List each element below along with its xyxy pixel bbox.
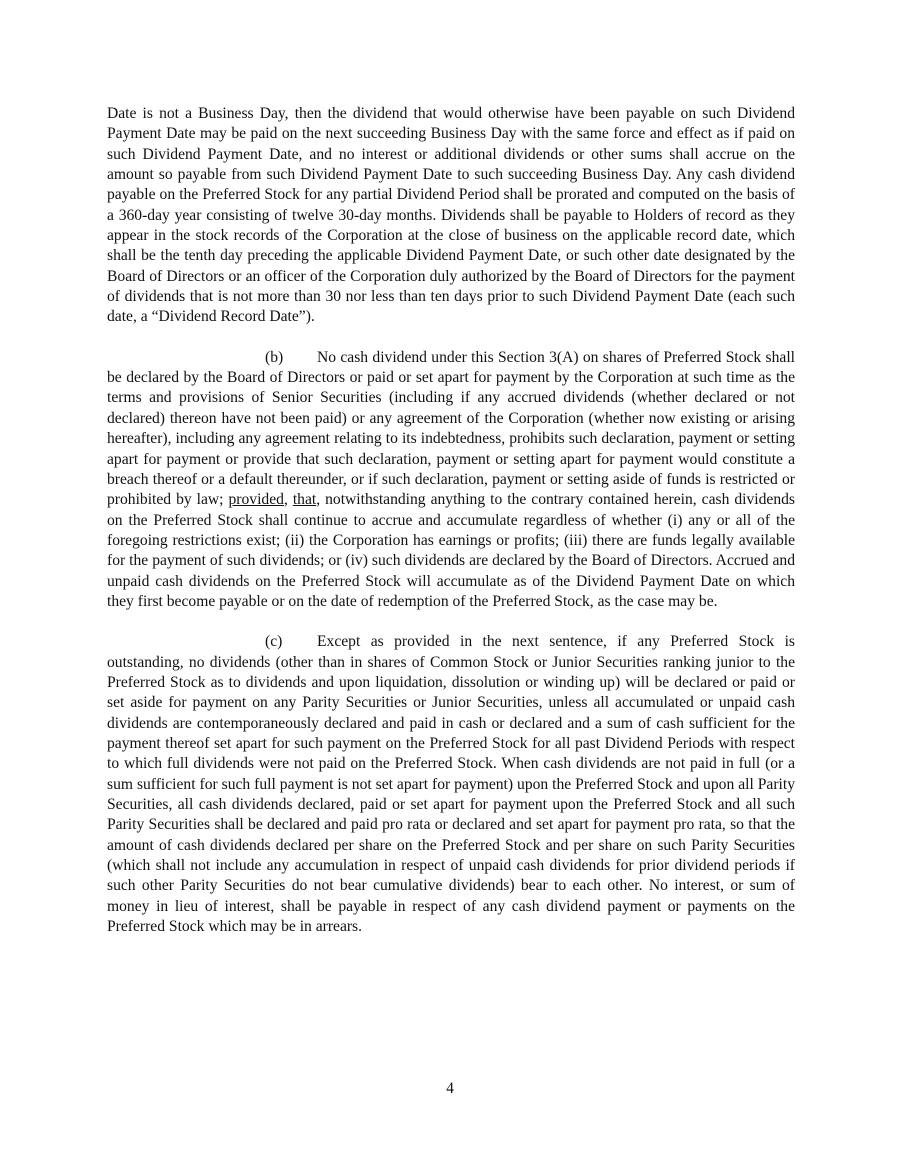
underlined-provided: provided [228, 491, 284, 509]
paragraph-b-text-before: No cash dividend under this Section 3(A) on shares of Preferred Stock shall be declared by the Board of Directors or paid or set apart for payment by the Corporation at such time as the terms and provisions of Senior Securities (including if any accrued dividends (whether declared or not declared) thereon have not been paid) or any agreement of the Corporation (whether now existing or arising hereafter), including any agreement relating to its indebtedness, prohibits such declaration, payment or setting apart for payment or provide that such declaration, payment or setting apart for payment would constitute a breach thereof or a default thereunder, or if such declaration, payment or setting aside of funds is restricted or prohibited by law; [107, 348, 795, 509]
document-page [107, 104, 795, 957]
paragraph-b [107, 348, 795, 612]
paragraph-c [107, 632, 795, 937]
paragraph-b-text-after: , notwithstanding anything to the contrary contained herein, cash dividends on the Preferred Stock shall continue to accrue and accumulate regardless of whether (i) any or all of the foregoing restrictions exist; (ii) the Corporation has earnings or profits; (iii) there are funds legally available for the payment of such dividends; or (iv) such dividends are declared by the Board of Directors. Accrued and unpaid cash dividends on the Preferred Stock will accumulate as of the Dividend Payment Date on which they first become payable or on the date of redemption of the Preferred Stock, as the case may be. [107, 491, 795, 610]
underlined-that: that [292, 491, 317, 509]
paragraph-b-separator: , [283, 491, 293, 509]
paragraph-c-text: Except as provided in the next sentence, if any Preferred Stock is outstanding, no dividends (other than in shares of Common Stock or Junior Securities ranking junior to the Preferred Stock as to dividends and upon liquidation, dissolution or winding up) will be declared or paid or set aside for payment on any Parity Securities or Junior Securities, unless all accumulated or unpaid cash dividends are contemporaneously declared and paid in cash or declared and a sum of cash sufficient for the payment thereof set apart for such payment on the Preferred Stock for all past Dividend Periods with respect to which full dividends were not paid on the Preferred Stock. When cash dividends are not paid in full (or a sum sufficient for such full payment is not set apart for payment) upon the Preferred Stock and upon all Parity Securities, all cash dividends declared, paid or set apart for payment upon the Preferred Stock and all such Parity Securities shall be declared and paid pro rata or declared and set apart for payment pro rata, so that the amount of cash dividends declared per share on the Preferred Stock and per share on such Parity Securities (which shall not include any accumulation in respect of unpaid cash dividends for prior dividend periods if such other Parity Securities do not bear cumulative dividends) bear to each other. No interest, or sum of money in lieu of interest, shall be payable in respect of any cash dividend payment or payments on the Preferred Stock which may be in arrears. [107, 633, 795, 936]
page-number: 4 [446, 1080, 454, 1097]
paragraph-dividend-payment: Date is not a Business Day, then the dividend that would otherwise have been payable on such Dividend Payment Date may be paid on the next succeeding Business Day with the same force and effect as if paid on such Dividend Payment Date, and no interest or additional dividends or other sums shall accrue on the amount so payable from such Dividend Payment Date to such succeeding Business Day. Any cash dividend payable on the Preferred Stock for any partial Dividend Period shall be prorated and computed on the basis of a 360-day year consisting of twelve 30-day months. Dividends shall be payable to Holders of record as they appear in the stock records of the Corporation at the close of business on the applicable record date, which shall be the tenth day preceding the applicable Dividend Payment Date, or such other date designated by the Board of Directors or an officer of the Corporation duly authorized by the Board of Directors for the payment of dividends that is not more than 30 nor less than ten days prior to such Dividend Payment Date (each such date, a “Dividend Record Date”). [107, 105, 795, 326]
paragraph-b-label: (b) [265, 348, 284, 366]
paragraph-c-label: (c) [265, 633, 283, 651]
